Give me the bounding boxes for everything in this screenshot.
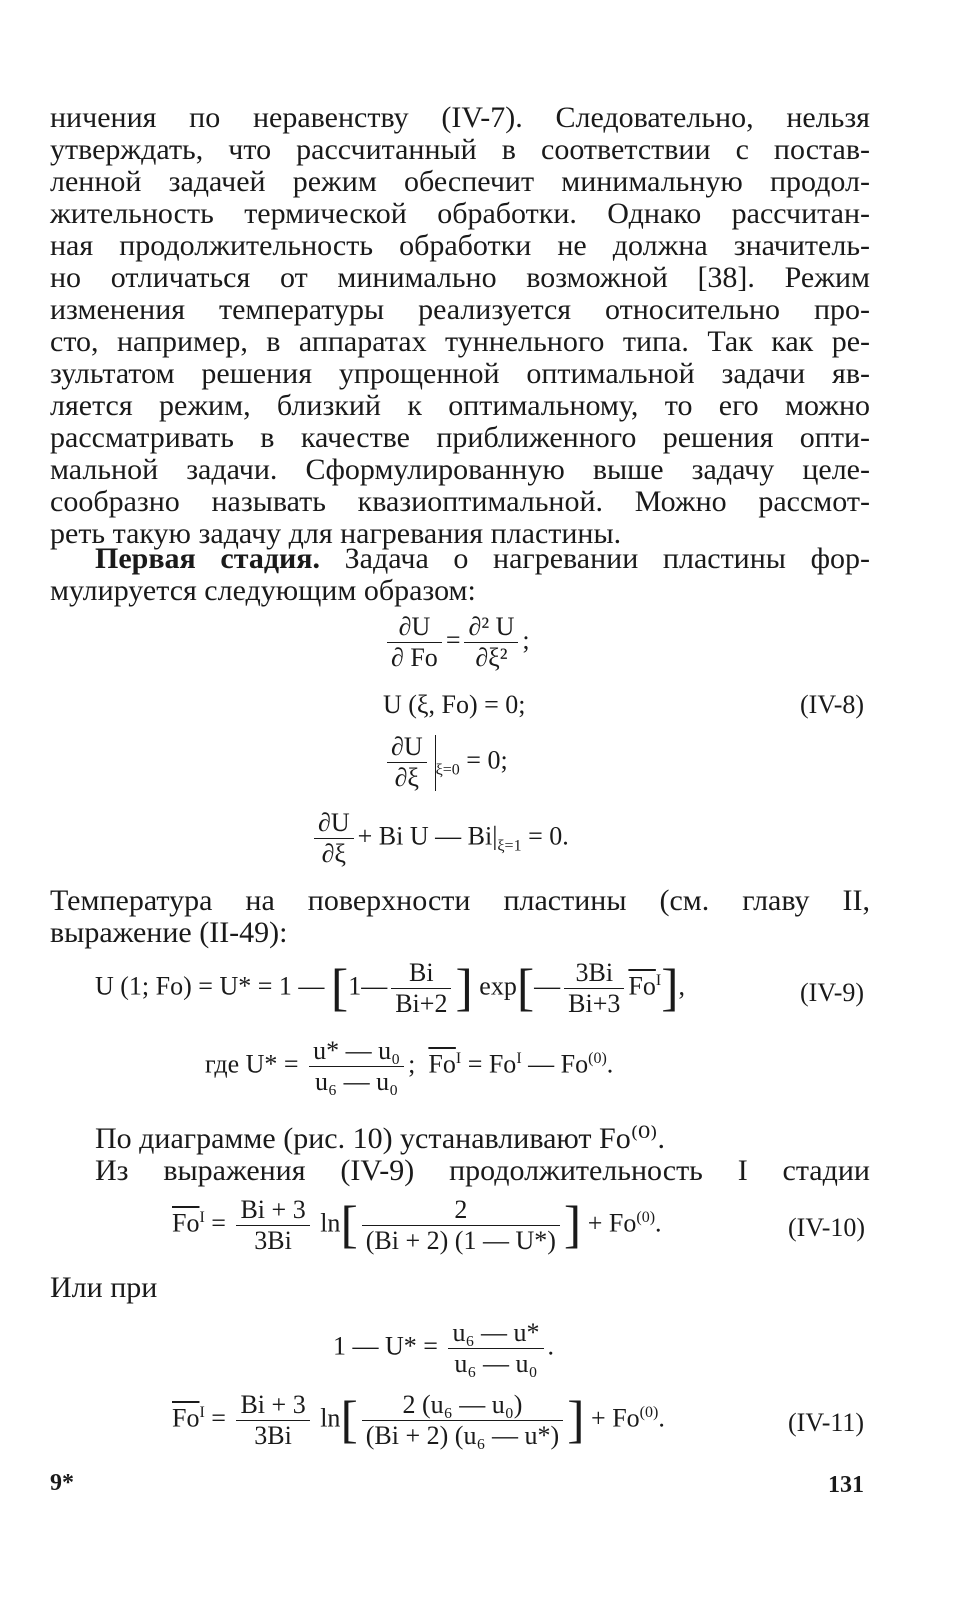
eq9-f1-den: Bi+2 xyxy=(395,989,448,1018)
eq10-end: . xyxy=(655,1208,662,1238)
eq8-l3-num: ∂U xyxy=(387,732,427,763)
eq9-f2-den: Bi+3 xyxy=(568,989,621,1018)
paragraph-line: но отличаться от минимально возможной [38]. Режим xyxy=(50,261,870,294)
paragraph-line: реть такую задачу для нагревания пластины. xyxy=(50,517,622,550)
eq10-plus-sup: (0) xyxy=(636,1208,656,1226)
eq11-f2-den: (Bi + 2) (u₆ — u*) xyxy=(365,1421,560,1450)
eq9-f2-num: 3Bi xyxy=(564,958,624,989)
eq8-l3-sub: ξ=0 xyxy=(435,761,460,779)
eq9-f1-num: Bi xyxy=(391,958,451,989)
diagram-line: По диаграмме (рис. 10) устанавливают Fo⁽⁰⁾. xyxy=(95,1122,665,1155)
eq8-l4-sub: ξ=1 xyxy=(497,837,522,855)
eq8-l1-num2: ∂² U xyxy=(464,612,518,643)
paragraph-line: ничения по неравенству (IV-7). Следовательно, нельзя xyxy=(50,101,870,134)
eq10-number: (IV-10) xyxy=(788,1213,866,1242)
eq9-minus: — xyxy=(534,971,561,1001)
eq8-l1-eq: = xyxy=(445,625,461,655)
eq10-eq: = xyxy=(211,1208,226,1238)
paragraph-line: сообразно называть квазиоптимальной. Можно рассмот- xyxy=(50,485,870,518)
eq8-line-1 xyxy=(383,612,530,673)
eq10-ln: ln xyxy=(320,1208,341,1238)
eq11-f1-num: Bi + 3 xyxy=(236,1390,309,1421)
eq8-line-3 xyxy=(383,732,508,793)
eq-mid-den: u₆ — u₀ xyxy=(454,1349,538,1378)
paragraph-line: жительность термической обработки. Однако рассчитан- xyxy=(50,197,870,230)
eq8-line-2: U (ξ, Fo) = 0; xyxy=(383,690,526,719)
eq10-f2-num: 2 xyxy=(362,1195,560,1226)
stage-heading: Первая стадия. xyxy=(95,542,321,575)
where-rest2: — Fo xyxy=(521,1049,589,1079)
paragraph-line: утверждать, что рассчитанный в соответствии с постав- xyxy=(50,133,870,166)
where-rest: = Fo xyxy=(461,1049,517,1079)
eq10-lhs-sup: I xyxy=(199,1208,205,1226)
eq11-lhs: $\overline{Fo}$ xyxy=(172,1403,200,1433)
stage-line-2: мулируется следующим образом: xyxy=(50,574,476,607)
eq11-eq: = xyxy=(211,1403,226,1433)
paragraph-line: изменения температуры реализуется относительно про- xyxy=(50,293,870,326)
where-sep: ; xyxy=(408,1049,416,1079)
eq11-number: (IV-11) xyxy=(788,1408,865,1437)
eq-mid-end: . xyxy=(547,1331,555,1361)
eq11-end: . xyxy=(658,1403,665,1433)
eq10-f1-den: 3Bi xyxy=(254,1226,292,1255)
eq10-plus: + Fo xyxy=(587,1208,637,1238)
where-f-den: u₆ — u₀ xyxy=(315,1067,399,1096)
eq9-end: , xyxy=(678,971,686,1001)
eq11-plus: + Fo xyxy=(591,1403,640,1433)
eq8-l4-num: ∂U xyxy=(314,808,354,839)
paragraph-line: зультатом решения упрощенной оптимальной задачи яв- xyxy=(50,357,870,390)
eq-mid xyxy=(333,1318,554,1379)
eq9-lhs: U (1; Fo) = U* = 1 — xyxy=(95,971,325,1001)
eq11-f2-num: 2 (u₆ — u₀) xyxy=(362,1390,563,1421)
eq10-f1-num: Bi + 3 xyxy=(236,1195,309,1226)
from-line: Из выражения (IV-9) продолжительность I стадии xyxy=(95,1154,870,1187)
where-gde: где U* = xyxy=(205,1049,299,1079)
eq9-pre: 1— xyxy=(348,971,388,1001)
eq11-f1-den: 3Bi xyxy=(254,1421,292,1450)
where-f-num: u* — u₀ xyxy=(309,1036,404,1067)
paragraph-line: ляется режим, близкий к оптимальному, то его можно xyxy=(50,389,870,422)
signature-mark: 9* xyxy=(50,1470,74,1496)
temp-line-1: Температура на поверхности пластины (см. главу II, xyxy=(50,884,870,917)
eq8-l3-den: ∂ξ xyxy=(394,763,420,792)
eq9-fo: $\overline{Fo}$ xyxy=(628,971,656,1001)
where-fo: $\overline{Fo}$ xyxy=(428,1049,456,1079)
eq9: U (1; Fo) = U* = 1 — [1— $\frac{Bi}{Bi+2}$ ] exp[— $\frac{3Bi}{Bi+3}$ $\overline{Fo}^I$], xyxy=(95,958,686,1018)
paragraph-line: сто, например, в аппаратах туннельного типа. Так как ре- xyxy=(50,325,870,358)
where-rest-sup2: I xyxy=(516,1049,522,1067)
paragraph-line: ленной задачей режим обеспечит минимальную продол- xyxy=(50,165,870,198)
eq9-fo-sup: I xyxy=(655,971,662,989)
stage-line-1 xyxy=(95,543,870,575)
eq-mid-num: u₆ — u* xyxy=(448,1318,543,1349)
eq8-line-4 xyxy=(310,808,569,869)
eq8-l4-den: ∂ξ xyxy=(321,839,347,868)
eq11-plus-sup: (0) xyxy=(639,1403,659,1421)
eq8-l4-end: = 0. xyxy=(528,821,569,851)
where-rest-end: . xyxy=(606,1049,614,1079)
eq11: $\overline{Fo}^I$ = $\frac{Bi + 3}{3Bi}$ ln[ $\frac{\text{2 (u₆ — u₀)}}{\text{(Bi + 2) (u₆ — u*)}}$ ] + $Fo^{(0)}$. xyxy=(172,1390,665,1450)
eq11-lhs-sup: I xyxy=(199,1403,205,1421)
paragraph-line: ная продолжительность обработки не должна значитель- xyxy=(50,229,870,262)
eq8-l3-end: = 0; xyxy=(466,745,508,775)
eq8-l1-den2: ∂ξ² xyxy=(475,643,508,672)
eq8-number: (IV-8) xyxy=(800,690,865,719)
eq8-l1-den: ∂ Fo xyxy=(391,643,438,672)
eq10: $\overline{Fo}^I$ = $\frac{Bi + 3}{3Bi}$ ln[ $\frac{2}{(Bi + 2) (1 — U*)}$ ] + $Fo^{(0)}$. xyxy=(172,1195,662,1255)
eq11-ln: ln xyxy=(320,1403,341,1433)
eq10-lhs: $\overline{Fo}$ xyxy=(172,1208,200,1238)
or-line: Или при xyxy=(50,1271,158,1304)
eq8-l1-end: ; xyxy=(522,625,530,655)
eq9-exp: exp xyxy=(479,971,517,1001)
paragraph-line: мальной задачи. Сформулированную выше задачу целе- xyxy=(50,453,870,486)
paragraph-line: рассматривать в качестве приближенного решения опти- xyxy=(50,421,870,454)
eq-mid-lhs: 1 — U* = xyxy=(333,1331,438,1361)
stage-line-1-text: Задача о нагревании пластины фор- xyxy=(344,542,871,575)
eq8-l4-rest: + Bi U — Bi| xyxy=(357,821,498,851)
where-fo-sup: I xyxy=(455,1049,462,1067)
eq9-number: (IV-9) xyxy=(800,978,865,1007)
eq10-f2-den: (Bi + 2) (1 — U*) xyxy=(365,1226,556,1255)
where-rest-sup3: (0) xyxy=(588,1049,607,1067)
where-line xyxy=(205,1036,613,1097)
page-number: 131 xyxy=(828,1472,864,1498)
eq8-l1-num: ∂U xyxy=(387,612,442,643)
temp-line-2: выражение (II-49): xyxy=(50,916,288,949)
